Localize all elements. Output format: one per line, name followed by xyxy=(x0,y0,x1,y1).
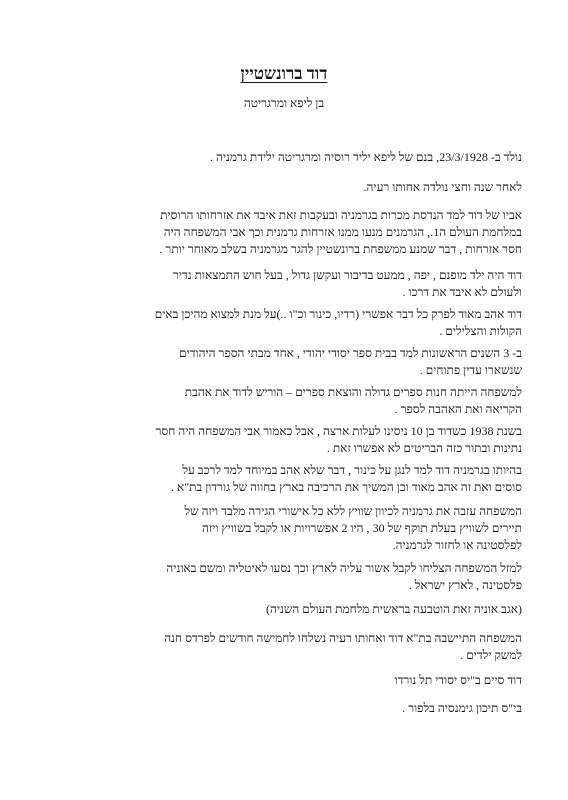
paragraph xyxy=(36,423,522,457)
text-line: דוד סיים ב"יס יסודי תל נורדו xyxy=(394,673,522,687)
text-line: למשפחה הייתה חנות ספרים גדולה והוצאת ספרים – הוריש לדוד את אהבת xyxy=(184,385,522,399)
text-line: המשפחה התיישבה בת"א דוד ואחותו רעיה נשלחו לחמישה חודשים לפרדס חנה xyxy=(164,631,522,645)
text-line: נולד ב- 23/3/1928, בנם של ליפא יליד רוסיה ומרגריטה ילידת גרמניה . xyxy=(209,150,522,164)
text-line: לאחר שנה וחצי נולדה אחותו רעיה. xyxy=(363,180,522,194)
paragraph xyxy=(36,672,522,689)
text-line: ולעולם לא איבד את דרכו . xyxy=(402,285,522,299)
text-line: סוסים ואת זה אהב מאוד וכן המשיך את הרכיבה בארץ בחווה של גורדון בת"א . xyxy=(171,480,522,494)
text-line: חסר אזרחות , דבר שמנע ממשפחת ברונשטיין להגר מגרמניה בשלב מאוחר יותר . xyxy=(159,242,522,256)
text-line: למשק ילדים . xyxy=(460,648,522,662)
text-line: דוד היה ילד מופנם , יפה , ממעט בדיבור ועקשן גדול , בעל חוש התמצאות נדיר xyxy=(172,268,522,282)
paragraph xyxy=(36,345,522,379)
text-line: אביו של דוד למד הנדסת מכרות בגרמניה ובעקבות זאת איבד את אזרחותו הרוסית xyxy=(160,208,522,222)
paragraph xyxy=(36,267,522,301)
paragraph xyxy=(36,700,522,717)
paragraph xyxy=(36,503,522,554)
paragraph xyxy=(36,601,522,618)
text-line: דוד אהב מאוד לפרק כל דבר אפשרי (רדיו, כינור וכ"ו ..)על מנת למצוא מהיכן באים xyxy=(154,307,522,321)
document-title: דוד ברונשטיין xyxy=(240,64,328,83)
text-line: למזל המשפחה הצליחו לקבל אשור עליה לארץ וכך נסעו לאיטליה ומשם באוניה xyxy=(166,561,522,575)
text-line: הקריאה ואת האהבה לספר . xyxy=(394,402,522,416)
paragraph xyxy=(36,179,522,196)
paragraph xyxy=(36,207,522,258)
text-line: במלחמת העולם ה1., הגרמנים מנעו ממנו אזרחות גרמנית וכך אבי המשפחה היה xyxy=(163,225,522,239)
document-subtitle: בן ליפא ומרגריטה xyxy=(243,96,325,110)
text-line: (אגב אוניה זאת הוטבעה בראשית מלחמת העולם השניה) xyxy=(265,602,522,616)
text-line: בשנת 1938 כשדוד בן 10 ניסינו לעלות ארצה , אבל כאמור אבי המשפחה היה חסר xyxy=(155,424,522,438)
paragraph xyxy=(36,630,522,664)
paragraph xyxy=(36,384,522,418)
text-line: נתינות ובתור כזה הבריטים לא אפשרו זאת . xyxy=(326,441,522,455)
text-line: לפלסטינה או לחזור לגרמניה. xyxy=(392,538,522,552)
text-line: שנשארו עדין פתוחים . xyxy=(419,363,522,377)
text-line: תיירים לשוויץ בעלת תוקף של 30 , היו 2 אפשרויות או לקבל בשוויץ ויזה xyxy=(201,521,522,535)
text-line: המשפחה עזבה את גרמניה לכיוון שוויץ ללא כל אישורי הגירה מלבד ויזה של xyxy=(184,504,522,518)
text-line: בהיותו בגרמניה דוד למד לנגן על כינור , דבר שלא אהב במיוחד למד לרכב על xyxy=(182,463,522,477)
text-line: בי"ס תיכון גימנסיה בלפור . xyxy=(402,701,522,715)
paragraph xyxy=(36,560,522,594)
paragraph xyxy=(36,149,522,166)
text-line: ב- 3 השנים הראשונות למד בבית ספר יסודי יהודי , אחד מבתי הספר היהודים xyxy=(179,346,522,360)
text-line: פלסטינה , לארץ ישראל . xyxy=(408,578,522,592)
paragraph xyxy=(36,306,522,340)
text-line: הקולות והצלילים . xyxy=(439,324,522,338)
paragraph xyxy=(36,462,522,496)
